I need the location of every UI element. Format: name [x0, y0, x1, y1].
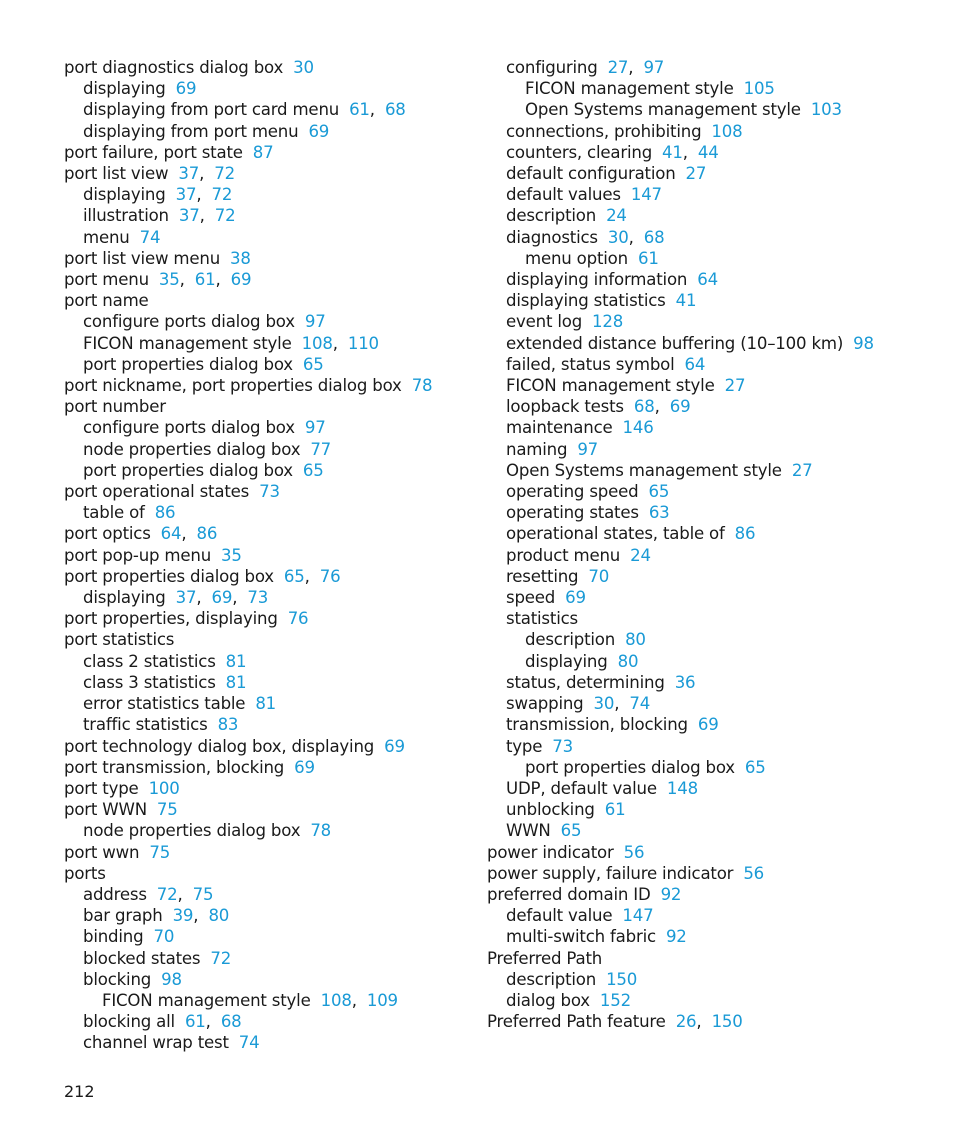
index-term: port list view [64, 164, 169, 184]
index-term: default value [506, 906, 613, 926]
index-subentry [487, 417, 927, 438]
page-link[interactable]: 72 [214, 206, 236, 226]
index-subentry [64, 948, 504, 969]
page-link[interactable]: 30 [607, 227, 629, 247]
index-entry: port list view 37, 72 [64, 164, 235, 184]
index-subentry [487, 205, 927, 226]
page-link[interactable]: 69 [294, 757, 315, 777]
index-term: port optics [64, 524, 151, 544]
page-link[interactable]: 73 [259, 482, 280, 502]
index-term: port menu [64, 270, 149, 290]
page-link[interactable]: 78 [310, 821, 332, 841]
index-term: menu [83, 227, 130, 247]
index-term: operating speed [506, 482, 639, 502]
index-subentry [487, 333, 927, 354]
page-link[interactable]: 65 [302, 354, 324, 374]
index-entry [64, 142, 504, 163]
page-link[interactable]: 72 [156, 884, 178, 904]
index-subentry: loopback tests 68, 69 [506, 397, 691, 417]
page-link[interactable]: 64 [697, 270, 718, 290]
page-link[interactable]: 81 [255, 694, 277, 714]
page-link[interactable]: 44 [697, 142, 719, 162]
index-subentry [487, 587, 927, 608]
page-link[interactable]: 77 [310, 439, 332, 459]
index-term: resetting [506, 566, 579, 586]
page-link[interactable]: 76 [287, 609, 309, 629]
page-link[interactable]: 97 [304, 312, 326, 332]
page-link[interactable]: 69 [565, 588, 586, 608]
index-subentry [487, 78, 927, 99]
page-link[interactable]: 26 [675, 1012, 697, 1032]
index-term: statistics [506, 609, 578, 629]
page-link[interactable]: 72 [210, 948, 232, 968]
index-term: port properties dialog box [64, 566, 274, 586]
index-subentry [487, 545, 927, 566]
index-term: port properties, displaying [64, 609, 278, 629]
page-link[interactable]: 80 [625, 630, 646, 650]
page-link[interactable]: 64 [160, 524, 182, 544]
index-term: loopback tests [506, 397, 624, 417]
index-term: extended distance buffering (10–100 km) [506, 333, 844, 353]
index-subentry [487, 163, 927, 184]
index-term: multi-switch fabric [506, 927, 656, 947]
index-term: displaying [83, 79, 166, 99]
index-subentry [64, 78, 504, 99]
index-column-left [64, 57, 504, 1054]
index-term: counters, clearing [506, 142, 653, 162]
index-subentry [487, 651, 927, 672]
index-subentry [487, 566, 927, 587]
index-term: FICON management style [102, 990, 311, 1010]
index-term: naming [506, 439, 568, 459]
index-term: event log [506, 312, 583, 332]
index-entry [487, 842, 927, 863]
index-term: port failure, port state [64, 142, 243, 162]
index-subentry [64, 672, 504, 693]
page-link[interactable]: 108 [320, 990, 352, 1010]
index-term: product menu [506, 545, 621, 565]
index-term: blocking all [83, 1012, 175, 1032]
index-entry [487, 948, 927, 969]
index-subentry [64, 693, 504, 714]
page-link[interactable]: 68 [220, 1012, 242, 1032]
index-entry [64, 481, 504, 502]
page-link[interactable]: 65 [744, 757, 766, 777]
page-link[interactable]: 97 [577, 439, 599, 459]
index-term: FICON management style [525, 79, 734, 99]
index-subentry [64, 311, 504, 332]
index-term: port properties dialog box [525, 757, 735, 777]
index-term: port wwn [64, 842, 140, 862]
index-subentry [487, 460, 927, 481]
index-term: configuring [506, 58, 598, 77]
index-term: power supply, failure indicator [487, 863, 734, 883]
index-entry [64, 396, 504, 417]
index-entry: Preferred Path feature 26, 150 [487, 1012, 743, 1032]
index-subentry [487, 608, 927, 629]
index-entry [64, 608, 504, 629]
index-term: type [506, 736, 543, 756]
page-link[interactable]: 72 [211, 185, 233, 205]
page-link[interactable]: 80 [617, 651, 639, 671]
index-term: FICON management style [83, 333, 292, 353]
page-link[interactable]: 150 [606, 969, 638, 989]
page-link[interactable]: 30 [593, 694, 615, 714]
index-subentry [64, 354, 504, 375]
index-entry: port properties dialog box 65, 76 [64, 566, 341, 586]
index-term: description [506, 969, 597, 989]
index-term: configure ports dialog box [83, 312, 295, 332]
index-term: port nickname, port properties dialog box [64, 376, 402, 396]
page-link[interactable]: 65 [648, 482, 670, 502]
page-link[interactable]: 35 [221, 545, 242, 565]
index-subentry: displaying from port card menu 61, 68 [83, 100, 406, 120]
index-subentry [487, 672, 927, 693]
index-subentry [487, 799, 927, 820]
index-entry: port menu 35, 61, 69 [64, 270, 252, 290]
page-link[interactable]: 148 [666, 778, 698, 798]
index-term: speed [506, 588, 556, 608]
index-term: Preferred Path feature [487, 1012, 666, 1032]
page-link[interactable]: 56 [743, 863, 765, 883]
index-subentry [64, 502, 504, 523]
index-term: address [83, 884, 147, 904]
page-link[interactable]: 37 [175, 185, 197, 205]
index-subentry [487, 523, 927, 544]
page-link[interactable]: 128 [592, 312, 624, 332]
index-entry [487, 863, 927, 884]
page-link[interactable]: 27 [685, 164, 707, 184]
index-subentry [487, 926, 927, 947]
page-link[interactable]: 41 [662, 142, 683, 162]
page-link[interactable]: 78 [411, 376, 433, 396]
index-subentry [487, 311, 927, 332]
index-subentry [487, 481, 927, 502]
index-term: Open Systems management style [506, 460, 782, 480]
index-entry [64, 248, 504, 269]
index-subentry [487, 905, 927, 926]
page-link[interactable]: 64 [684, 354, 706, 374]
index-term: port type [64, 778, 139, 798]
page-link[interactable]: 147 [622, 906, 654, 926]
page-link[interactable]: 63 [648, 503, 670, 523]
index-term: port technology dialog box, displaying [64, 736, 375, 756]
index-subentry [487, 439, 927, 460]
index-term: displaying information [506, 270, 688, 290]
index-term: port properties dialog box [83, 460, 293, 480]
page-link[interactable]: 152 [599, 990, 631, 1010]
page-link[interactable]: 74 [238, 1033, 260, 1053]
index-term: diagnostics [506, 227, 598, 247]
index-entry [64, 842, 504, 863]
page-link[interactable]: 69 [384, 736, 405, 756]
page-link[interactable]: 146 [622, 418, 654, 438]
page-link[interactable]: 69 [669, 397, 691, 417]
index-entry: port optics 64, 86 [64, 524, 218, 544]
page-link[interactable]: 68 [643, 227, 665, 247]
page-link[interactable]: 92 [660, 884, 682, 904]
index-subentry [487, 290, 927, 311]
index-entry [64, 629, 504, 650]
page-link[interactable]: 37 [175, 588, 197, 608]
page-link[interactable]: 100 [148, 778, 180, 798]
index-entry [64, 863, 504, 884]
index-subentry [64, 460, 504, 481]
index-term: maintenance [506, 418, 613, 438]
index-term: port statistics [64, 630, 175, 650]
page-link[interactable]: 97 [304, 418, 326, 438]
page-link[interactable]: 69 [308, 121, 330, 141]
page-link[interactable]: 74 [139, 227, 161, 247]
page-link[interactable]: 98 [853, 333, 874, 353]
index-term: displaying [525, 651, 608, 671]
index-subentry [64, 926, 504, 947]
index-term: connections, prohibiting [506, 121, 702, 141]
index-subentry [487, 375, 927, 396]
index-term: menu option [525, 248, 628, 268]
index-entry [64, 757, 504, 778]
index-term: WWN [506, 821, 551, 841]
index-term: class 3 statistics [83, 672, 216, 692]
page-link[interactable]: 38 [230, 248, 251, 268]
index-entry [64, 57, 504, 78]
index-term: default configuration [506, 164, 676, 184]
index-term: description [525, 630, 616, 650]
index-term: configure ports dialog box [83, 418, 295, 438]
index-subentry [487, 990, 927, 1011]
index-term: swapping [506, 694, 584, 714]
page-link[interactable]: 75 [156, 800, 178, 820]
index-term: power indicator [487, 842, 614, 862]
index-term: node properties dialog box [83, 439, 301, 459]
index-term: port name [64, 291, 149, 311]
index-subentry: illustration 37, 72 [83, 206, 236, 226]
index-term: port WWN [64, 800, 147, 820]
index-entry [487, 884, 927, 905]
index-subentry [487, 502, 927, 523]
index-term: blocking [83, 969, 152, 989]
index-term: ports [64, 863, 106, 883]
page-link[interactable]: 39 [172, 906, 194, 926]
index-term: displaying from port card menu [83, 100, 340, 120]
index-entry [64, 545, 504, 566]
page-link[interactable]: 30 [293, 58, 314, 77]
index-term: node properties dialog box [83, 821, 301, 841]
index-subentry: address 72, 75 [83, 884, 214, 904]
index-subentry [487, 778, 927, 799]
index-subentry: counters, clearing 41, 44 [506, 142, 719, 162]
page-link[interactable]: 37 [178, 164, 200, 184]
page-link[interactable]: 105 [743, 79, 775, 99]
index-term: port transmission, blocking [64, 757, 285, 777]
page-link[interactable]: 73 [247, 588, 269, 608]
index-term: displaying statistics [506, 291, 666, 311]
index-term: illustration [83, 206, 169, 226]
page-link[interactable]: 83 [217, 715, 239, 735]
index-entry [64, 290, 504, 311]
page-link[interactable]: 68 [384, 100, 406, 120]
page-link[interactable]: 97 [643, 58, 665, 77]
page-link[interactable]: 81 [225, 672, 247, 692]
page-link[interactable]: 109 [366, 990, 398, 1010]
page-link[interactable]: 92 [665, 927, 687, 947]
page-link[interactable]: 69 [697, 715, 719, 735]
page-link[interactable]: 72 [214, 164, 235, 184]
index-term: UDP, default value [506, 778, 657, 798]
index-term: Preferred Path [487, 948, 603, 968]
index-term: transmission, blocking [506, 715, 688, 735]
page-link[interactable]: 110 [347, 333, 379, 353]
index-term: operational states, table of [506, 524, 725, 544]
index-term: port pop-up menu [64, 545, 212, 565]
index-term: Open Systems management style [525, 100, 801, 120]
page-link[interactable]: 27 [607, 58, 629, 77]
page-link[interactable]: 27 [791, 460, 813, 480]
index-term: description [506, 206, 597, 226]
page-link[interactable]: 69 [230, 270, 252, 290]
page-link[interactable]: 70 [588, 566, 610, 586]
page-link[interactable]: 24 [606, 206, 627, 226]
page-link[interactable]: 24 [630, 545, 651, 565]
page-link[interactable]: 37 [178, 206, 200, 226]
page-link[interactable]: 80 [208, 906, 230, 926]
page-link[interactable]: 86 [196, 524, 218, 544]
index-term: port number [64, 397, 166, 417]
index-term: displaying from port menu [83, 121, 299, 141]
page-number: 212 [64, 1082, 95, 1101]
index-subentry [487, 629, 927, 650]
page-link[interactable]: 98 [161, 969, 182, 989]
page-link[interactable]: 27 [724, 376, 746, 396]
index-term: FICON management style [506, 376, 715, 396]
page-link[interactable]: 61 [184, 1012, 206, 1032]
index-entry [64, 799, 504, 820]
index-term: blocked states [83, 948, 201, 968]
index-term: displaying [83, 185, 166, 205]
index-subentry [487, 714, 927, 735]
index-term: class 2 statistics [83, 651, 216, 671]
index-term: bar graph [83, 906, 163, 926]
index-subentry: displaying 37, 69, 73 [83, 588, 269, 608]
page-link[interactable]: 69 [211, 588, 233, 608]
index-subentry [64, 969, 504, 990]
index-subentry [487, 354, 927, 375]
index-subentry [487, 757, 927, 778]
index-subentry: FICON management style 108, 110 [83, 333, 379, 353]
page-link[interactable]: 65 [560, 821, 582, 841]
page-link[interactable]: 87 [252, 142, 274, 162]
index-term: table of [83, 503, 145, 523]
index-subentry [64, 820, 504, 841]
index-term: unblocking [506, 800, 595, 820]
index-subentry [487, 99, 927, 120]
index-term: operating states [506, 503, 639, 523]
index-subentry: displaying 37, 72 [83, 185, 233, 205]
page-link[interactable]: 150 [711, 1012, 743, 1032]
index-subentry: swapping 30, 74 [506, 694, 651, 714]
page-link[interactable]: 65 [302, 460, 324, 480]
page-link[interactable]: 147 [630, 185, 662, 205]
page-link[interactable]: 61 [604, 800, 626, 820]
page-link[interactable]: 81 [225, 651, 247, 671]
index-entry [64, 736, 504, 757]
index-term: port operational states [64, 482, 250, 502]
index-term: binding [83, 927, 144, 947]
index-term: channel wrap test [83, 1033, 229, 1053]
page-link[interactable]: 69 [175, 79, 197, 99]
page-link[interactable]: 108 [711, 121, 743, 141]
index-term: port diagnostics dialog box [64, 58, 284, 77]
index-column-right [487, 57, 927, 1032]
index-subentry [64, 227, 504, 248]
index-subentry [487, 269, 927, 290]
index-term: displaying [83, 588, 166, 608]
page-link[interactable]: 41 [675, 291, 697, 311]
index-subentry: configuring 27, 97 [506, 58, 665, 77]
page-link[interactable]: 61 [349, 100, 370, 120]
index-entry [64, 375, 504, 396]
page-link[interactable]: 73 [552, 736, 573, 756]
index-term: default values [506, 185, 621, 205]
page-link[interactable]: 108 [301, 333, 333, 353]
index-subentry [487, 820, 927, 841]
page-link[interactable]: 61 [637, 248, 659, 268]
index-term: dialog box [506, 990, 590, 1010]
page-link[interactable]: 76 [319, 566, 341, 586]
page-link[interactable]: 75 [192, 884, 214, 904]
page-link[interactable]: 70 [153, 927, 175, 947]
page-link[interactable]: 36 [674, 672, 696, 692]
index-subentry [487, 969, 927, 990]
page-link[interactable]: 68 [633, 397, 655, 417]
index-subentry [64, 651, 504, 672]
page-link[interactable]: 61 [194, 270, 216, 290]
index-subentry [64, 121, 504, 142]
page-link[interactable]: 103 [810, 100, 842, 120]
index-term: failed, status symbol [506, 354, 675, 374]
index-subentry [64, 417, 504, 438]
index-term: preferred domain ID [487, 884, 651, 904]
index-subentry [487, 184, 927, 205]
index-subentry: bar graph 39, 80 [83, 906, 230, 926]
index-entry [64, 778, 504, 799]
page-link[interactable]: 86 [734, 524, 756, 544]
index-subentry [487, 248, 927, 269]
page-link[interactable]: 74 [629, 694, 651, 714]
index-term: traffic statistics [83, 715, 208, 735]
index-subentry: FICON management style 108, 109 [102, 990, 398, 1010]
index-subentry [487, 121, 927, 142]
index-subentry [487, 736, 927, 757]
index-subentry [64, 439, 504, 460]
page-link[interactable]: 35 [158, 270, 180, 290]
index-subentry: diagnostics 30, 68 [506, 227, 665, 247]
page-link[interactable]: 65 [283, 566, 305, 586]
index-term: status, determining [506, 672, 665, 692]
index-term: port properties dialog box [83, 354, 293, 374]
index-term: port list view menu [64, 248, 221, 268]
index-subentry [64, 714, 504, 735]
page-link[interactable]: 86 [154, 503, 176, 523]
page-link[interactable]: 56 [623, 842, 645, 862]
index-subentry: blocking all 61, 68 [83, 1012, 242, 1032]
index-term: error statistics table [83, 694, 246, 714]
page-link[interactable]: 75 [149, 842, 171, 862]
index-subentry [64, 1032, 504, 1053]
